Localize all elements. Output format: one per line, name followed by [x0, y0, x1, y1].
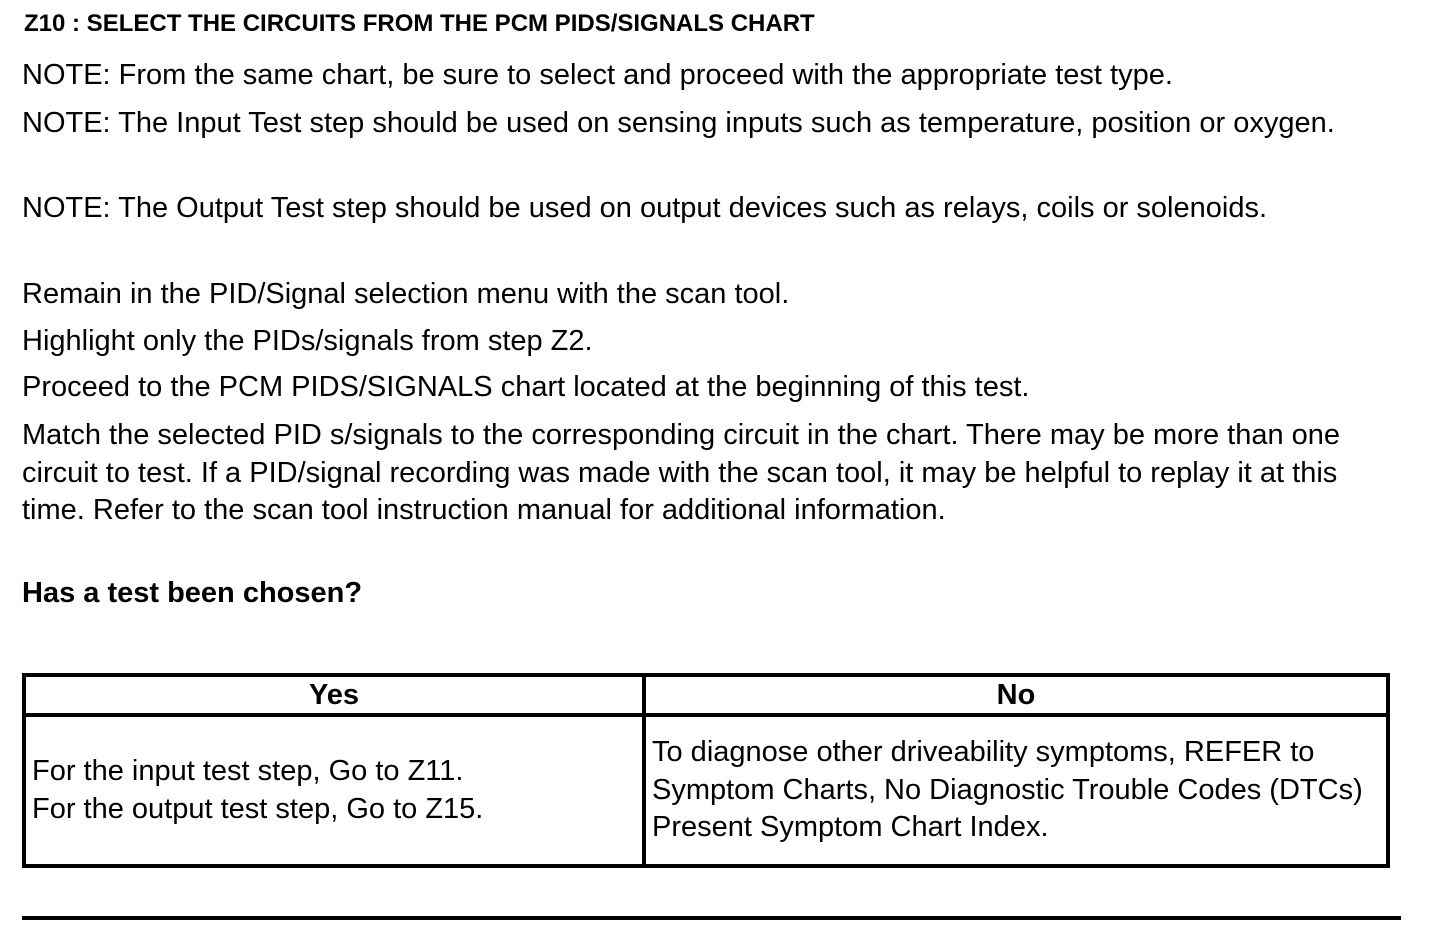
no-cell — [644, 715, 1388, 866]
yes-column-header: Yes — [24, 675, 644, 715]
yes-cell — [24, 715, 644, 866]
decision-question: Has a test been chosen? — [22, 577, 363, 609]
yes-input-test-link[interactable]: For the input test step, Go to Z11. — [32, 755, 464, 787]
decision-table-header-row — [24, 675, 1388, 715]
bottom-divider — [22, 916, 1401, 920]
note-output-test: NOTE: The Output Test step should be used on output devices such as relays, coils or solenoids. — [22, 192, 1268, 224]
decision-table — [22, 673, 1390, 868]
no-symptom-chart-reference[interactable]: To diagnose other driveability symptoms, REFER to Symptom Charts, No Diagnostic Trouble Codes (DTCs) Present Symptom Chart Index. — [652, 736, 1363, 844]
yes-output-test-link[interactable]: For the output test step, Go to Z15. — [32, 792, 484, 825]
note-input-test: NOTE: The Input Test step should be used on sensing inputs such as temperature, position or oxygen. — [22, 107, 1335, 139]
instruction-highlight-pids: Highlight only the PIDs/signals from step Z2. — [22, 325, 593, 357]
instruction-match-pids: Match the selected PID s/signals to the corresponding circuit in the chart. There may be more than one circuit to test. If a PID/signal recording was made with the scan tool, it may be helpful to replay it at this time. Refer to the scan tool instruction manual for additional information. — [22, 419, 1341, 526]
instruction-proceed-to-chart: Proceed to the PCM PIDS/SIGNALS chart located at the beginning of this test. — [22, 371, 1030, 403]
no-column-header: No — [644, 675, 1388, 715]
instruction-remain-in-menu: Remain in the PID/Signal selection menu with the scan tool. — [22, 278, 790, 310]
note-test-type: NOTE: From the same chart, be sure to select and proceed with the appropriate test type. — [22, 59, 1173, 91]
decision-table-row — [24, 715, 1388, 866]
step-title: Z10 : SELECT THE CIRCUITS FROM THE PCM PIDS/SIGNALS CHART — [24, 10, 815, 37]
